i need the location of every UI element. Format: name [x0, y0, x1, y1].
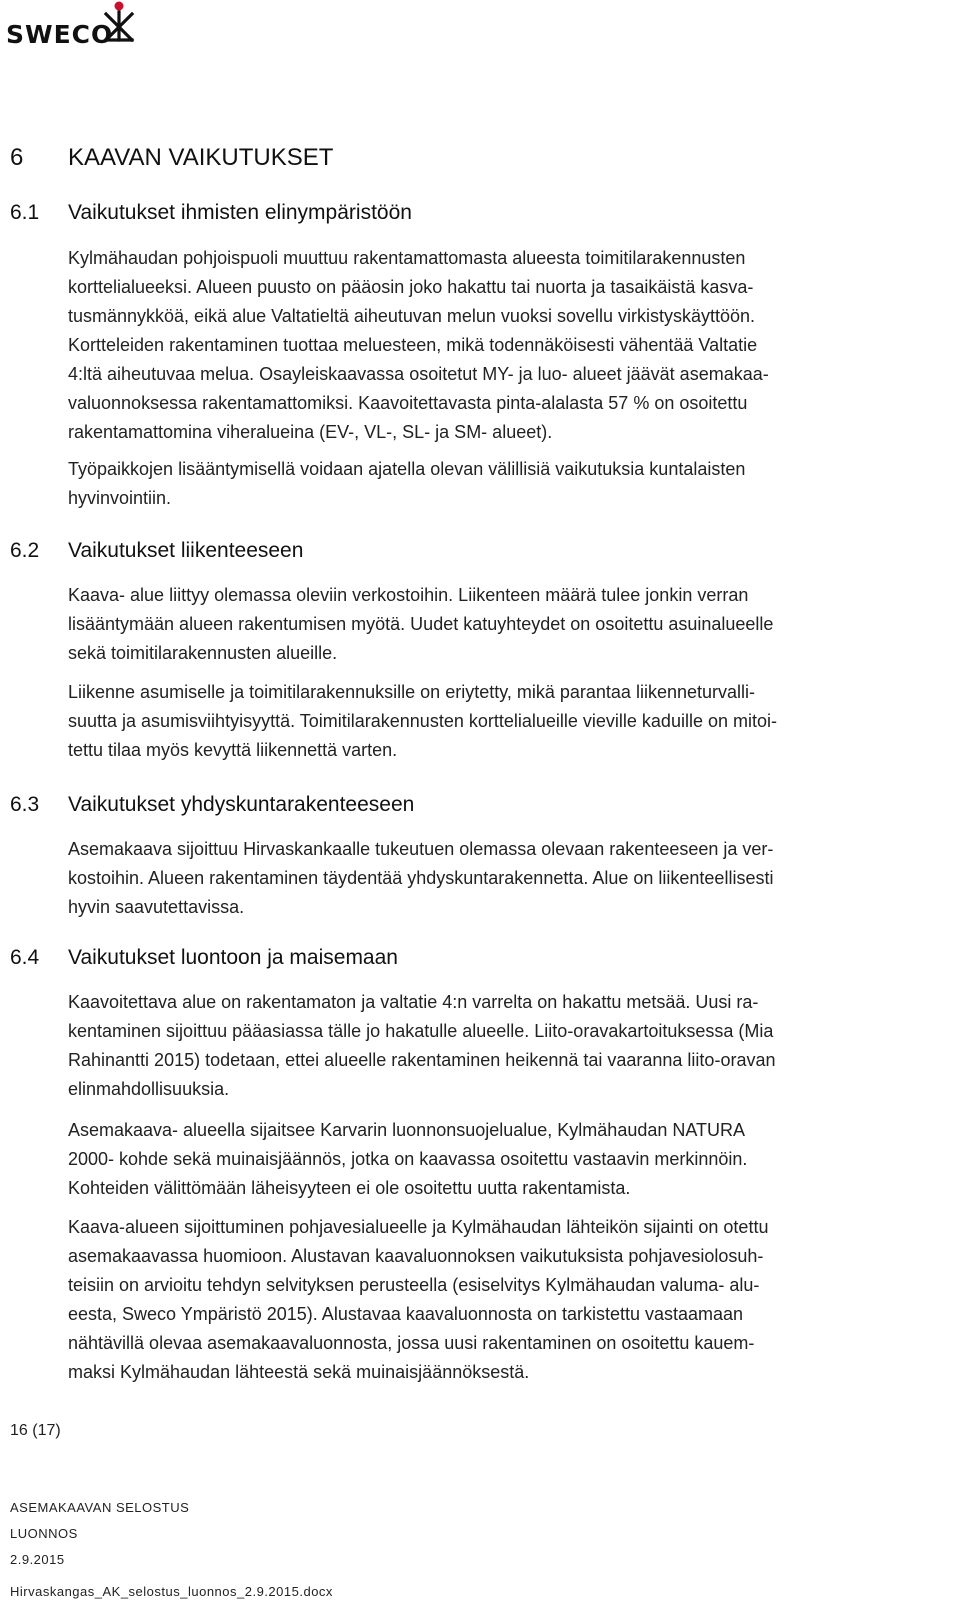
text-line: Rahinantti 2015) todetaan, ettei alueelle rakentaminen heikennä tai vaaranna liito-oravan	[68, 1050, 776, 1070]
section-number: 6.4	[10, 946, 40, 969]
text-line: tusmännykköä, eikä alue Valtatieltä aiheutuvan melun vuoksi sovellu virkistyskäyttöön.	[68, 306, 756, 326]
text-line: eesta, Sweco Ympäristö 2015). Alustavaa kaavaluonnosta on tarkistettu vastaamaan	[68, 1304, 744, 1324]
section-title: Vaikutukset yhdyskuntarakenteeseen	[68, 793, 415, 816]
text-line: asemakaavassa huomioon. Alustavan kaavaluonnoksen vaikutuksista pohjavesiolosuh-	[68, 1246, 764, 1266]
text-line: Kaavoitettava alue on rakentamaton ja valtatie 4:n varrelta on hakattu metsää. Uusi ra-	[68, 992, 759, 1012]
section-number: 6.2	[10, 539, 40, 562]
section-title: Vaikutukset liikenteeseen	[68, 539, 304, 562]
text-line: nähtävillä olevaa asemakaavaluonnosta, jossa uusi rakentaminen on osoitettu kauem-	[68, 1333, 755, 1353]
section-number: 6.1	[10, 201, 40, 224]
chapter-title: KAAVAN VAIKUTUKSET	[68, 144, 334, 171]
page-number: 16 (17)	[10, 1422, 61, 1439]
text-line: korttelialueeksi. Alueen puusto on pääosin joko hakattu tai nuorta ja tasaikäistä kasva-	[68, 277, 754, 297]
text-line: Kaava-alueen sijoittuminen pohjavesialueelle ja Kylmähaudan lähteikön sijainti on otettu	[68, 1217, 769, 1237]
text-line: Työpaikkojen lisääntymisellä voidaan ajatella olevan välillisiä vaikutuksia kuntalaisten	[68, 459, 746, 479]
text-line: lisääntymään alueen rakentumisen myötä. Uudet katuyhteydet on osoitettu asuinalueelle	[68, 614, 774, 634]
chapter-heading	[10, 144, 333, 172]
text-line: 2000- kohde sekä muinaisjäännös, jotka on kaavassa osoitettu vastaavin merkinnöin.	[68, 1149, 748, 1169]
sweco-logo-mark-icon	[102, 0, 136, 44]
text-line: sekä toimitilarakennusten alueille.	[68, 643, 338, 663]
text-line: Kylmähaudan pohjoispuoli muuttuu rakentamattomasta alueesta toimitilarakennusten	[68, 248, 746, 268]
text-line: Kaava- alue liittyy olemassa oleviin verkostoihin. Liikenteen määrä tulee jonkin verran	[68, 585, 749, 605]
text-line: 4:ltä aiheutuvaa melua. Osayleiskaavassa osoitetut MY- ja luo- alueet jäävät asemakaa-	[68, 364, 769, 384]
text-line: Kortteleiden rakentaminen tuottaa meluesteen, mikä todennäköisesti vähentää Valtatie	[68, 335, 758, 355]
section-6-4-paragraph-3	[68, 1213, 944, 1387]
footer-doc-type: ASEMAKAAVAN SELOSTUS	[10, 1500, 190, 1515]
section-6-1-heading	[10, 201, 412, 225]
section-6-4-heading	[10, 946, 398, 970]
section-6-3-heading	[10, 793, 414, 817]
chapter-number: 6	[10, 144, 24, 171]
footer-filename: Hirvaskangas_AK_selostus_luonnos_2.9.2015.docx	[10, 1584, 333, 1599]
text-line: valuonnoksessa rakentamattomiksi. Kaavoitettavasta pinta-alalasta 57 % on osoitettu	[68, 393, 748, 413]
section-6-2-paragraph-2	[68, 678, 944, 765]
sweco-logo	[6, 4, 113, 50]
text-line: hyvin saavutettavissa.	[68, 897, 245, 917]
section-title: Vaikutukset ihmisten elinympäristöön	[68, 201, 412, 224]
footer-status: LUONNOS	[10, 1526, 78, 1541]
text-line: tettu tilaa myös kevyttä liikennettä varten.	[68, 740, 398, 760]
section-6-3-paragraph-1	[68, 835, 944, 922]
logo-text: SWECO	[6, 20, 114, 49]
text-line: maksi Kylmähaudan lähteestä sekä muinaisjäännöksestä.	[68, 1362, 530, 1382]
text-line: hyvinvointiin.	[68, 488, 172, 508]
section-6-1-paragraph-2	[68, 455, 944, 513]
text-line: elinmahdollisuuksia.	[68, 1079, 230, 1099]
footer-date: 2.9.2015	[10, 1552, 65, 1567]
section-6-2-paragraph-1	[68, 581, 944, 668]
text-line: kentaminen sijoittuu pääasiassa tälle jo hakatulle alueelle. Liito-oravakartoituksessa (Mia	[68, 1021, 774, 1041]
text-line: rakentamattomina viheralueina (EV-, VL-, SL- ja SM- alueet).	[68, 422, 553, 442]
text-line: teisiin on arvioitu tehdyn selvityksen perusteella (esiselvitys Kylmähaudan valuma- alu-	[68, 1275, 760, 1295]
section-title: Vaikutukset luontoon ja maisemaan	[68, 946, 398, 969]
section-6-2-heading	[10, 539, 303, 563]
text-line: Liikenne asumiselle ja toimitilarakennuksille on eriytetty, mikä parantaa liikenneturvalli-	[68, 682, 755, 702]
section-6-4-paragraph-1	[68, 988, 944, 1104]
text-line: Kohteiden välittömään läheisyyteen ei ole osoitettu uutta rakentamista.	[68, 1178, 631, 1198]
text-line: Asemakaava sijoittuu Hirvaskankaalle tukeutuen olemassa olevaan rakenteeseen ja ver-	[68, 839, 774, 859]
section-6-1-paragraph-1	[68, 244, 944, 447]
text-line: Asemakaava- alueella sijaitsee Karvarin luonnonsuojelualue, Kylmähaudan NATURA	[68, 1120, 746, 1140]
text-line: suutta ja asumisviihtyisyyttä. Toimitilarakennusten korttelialueille vieville kaduille on mitoi-	[68, 711, 777, 731]
section-number: 6.3	[10, 793, 40, 816]
section-6-4-paragraph-2	[68, 1116, 944, 1203]
text-line: kostoihin. Alueen rakentaminen täydentää yhdyskuntarakennetta. Alue on liikenteellisesti	[68, 868, 774, 888]
